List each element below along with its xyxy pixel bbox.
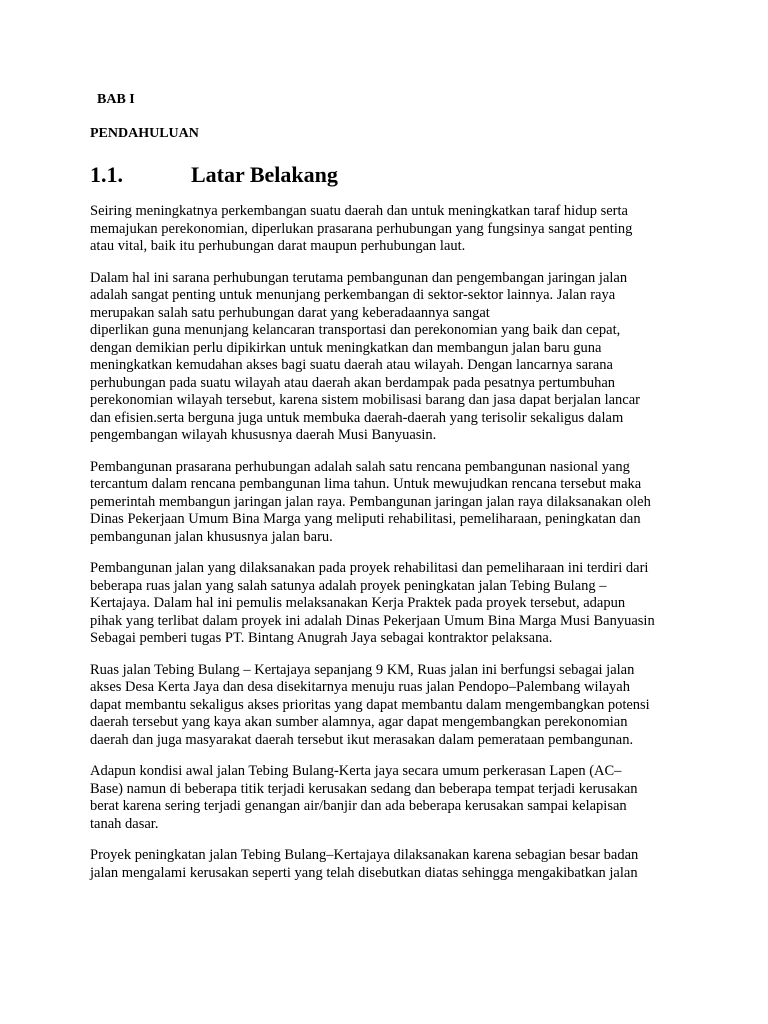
paragraph [90,270,690,445]
paragraph [90,203,690,256]
paragraph-line: adalah sangat penting untuk menunjang perkembangan di sektor-sektor lainnya. Jalan raya [90,287,616,303]
paragraph-line: Dinas Pekerjaan Umum Bina Marga yang meliputi rehabilitasi, pemeliharaan, peningkatan dan [90,511,641,527]
paragraph [90,763,690,833]
paragraph-line: Pembangunan jalan yang dilaksanakan pada proyek rehabilitasi dan pemeliharaan ini terdiri dari [90,560,649,576]
paragraph-line: Pembangunan prasarana perhubungan adalah salah satu rencana pembangunan nasional yang [90,458,630,475]
paragraph-line: perhubungan pada suatu wilayah atau daerah akan berdampak pada pesatnya pertumbuhan [90,374,616,391]
paragraph-line: daerah dan juga masyarakat daerah tersebut ikut merasakan dalam pemerataan pembangunan. [90,731,634,748]
paragraph [90,662,690,750]
section-title: Latar Belakang [191,162,338,187]
paragraph-line: akses Desa Kerta Jaya dan desa disekitarnya menuju ruas jalan Pendopo–Palembang wilayah [90,679,630,695]
paragraph-line: daerah tersebut yang kaya akan sumber alamnya, agar dapat mengembangkan perekonomian [90,714,628,730]
paragraph-line: dan efisien.serta berguna juga untuk membuka daerah-daerah yang terisolir sekaligus dalam [90,409,624,426]
paragraph-line: Kertajaya. Dalam hal ini pemulis melaksanakan Kerja Praktek pada proyek tersebut, adapun [90,595,626,611]
paragraph-line: Sebagai pemberi tugas PT. Bintang Anugrah Jaya sebagai kontraktor pelaksana. [90,630,553,646]
paragraph-line: tercantum dalam rencana pembangunan lima tahun. Untuk mewujudkan rencana tersebut maka [90,476,642,492]
paragraph-line: Base) namun di beberapa titik terjadi kerusakan sedang dan beberapa tempat terjadi kerusakan [90,780,638,797]
section-heading [90,161,338,189]
paragraph [90,459,690,547]
paragraph-line: meningkatkan kemudahan akses bagi suatu daerah atau wilayah. Dengan lancarnya sarana [90,357,613,373]
section-number: 1.1. [90,162,123,187]
paragraph-line: atau vital, baik itu perhubungan darat maupun perhubungan laut. [90,238,466,254]
paragraph-line: berat karena sering terjadi genangan air/banjir dan ada beberapa kerusakan sampai kelapisan [90,798,627,814]
paragraph-line: dengan demikian perlu dipikirkan untuk meningkatkan dan membangun jalan baru guna [90,339,602,356]
paragraph-line: Ruas jalan Tebing Bulang – Kertajaya sepanjang 9 KM, Ruas jalan ini berfungsi sebagai jalan [90,661,635,678]
paragraph-line: pemerintah membangun jaringan jalan raya. Pembangunan jaringan jalan raya dilaksanakan oleh [90,493,651,510]
paragraph-line: memajukan perekonomian, diperlukan prasarana perhubungan yang fungsinya sangat penting [90,220,633,237]
chapter-label: BAB I [97,92,135,107]
paragraph-line: dapat membantu sekaligus akses prioritas yang dapat membantu dalam mengembangkan potensi [90,696,650,713]
paragraph-line: Seiring meningkatnya perkembangan suatu daerah dan untuk meningkatkan taraf hidup serta [90,203,628,219]
paragraph [90,560,690,648]
paragraph-line: merupakan salah satu perhubungan darat yang keberadaannya sangat [90,304,490,321]
paragraph-line: jalan mengalami kerusakan seperti yang telah disebutkan diatas sehingga mengakibatkan jalan [90,864,638,881]
paragraph-line: Dalam hal ini sarana perhubungan terutama pembangunan dan pengembangan jaringan jalan [90,269,628,286]
chapter-title: PENDAHULUAN [90,126,199,141]
paragraph-line: beberapa ruas jalan yang salah satunya adalah proyek peningkatan jalan Tebing Bulang – [90,577,607,594]
paragraph-line: pengembangan wilayah khususnya daerah Musi Banyuasin. [90,427,437,443]
paragraph-line: tanah dasar. [90,815,159,832]
paragraph-line: diperlikan guna menunjang kelancaran transportasi dan perekonomian yang baik dan cepat, [90,322,621,338]
paragraph [90,847,690,882]
paragraph-line: perekonomian wilayah tersebut, karena sistem mobilisasi barang dan jasa dapat berjalan lancar [90,392,640,408]
paragraph-line: Adapun kondisi awal jalan Tebing Bulang-Kerta jaya secara umum perkerasan Lapen (AC– [90,763,622,779]
document-body [90,203,690,896]
paragraph-line: Proyek peningkatan jalan Tebing Bulang–Kertajaya dilaksanakan karena sebagian besar badan [90,847,639,863]
paragraph-line: pihak yang terlibat dalam proyek ini adalah Dinas Pekerjaan Umum Bina Marga Musi Banyuasin [90,612,655,629]
paragraph-line: pembangunan jalan khususnya jalan baru. [90,528,333,545]
